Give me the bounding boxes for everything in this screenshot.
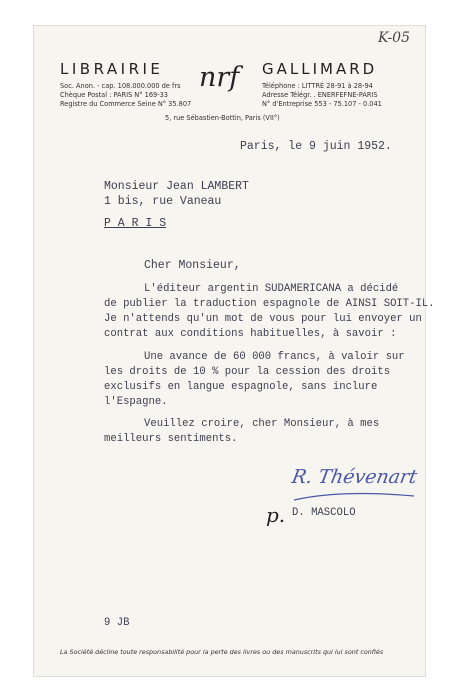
letterhead-info-right-3: N° d'Entreprise 553 - 75.107 - 0.041	[262, 100, 382, 108]
paragraph-2-line-1: Une avance de 60 000 francs, à valoir sur	[144, 351, 405, 363]
paragraph-2-line-4: l'Espagne.	[104, 396, 168, 408]
nrf-logo: nrf	[199, 62, 240, 93]
recipient-street: 1 bis, rue Vaneau	[104, 195, 222, 208]
salutation: Cher Monsieur,	[144, 259, 241, 272]
signature-flourish-icon	[290, 488, 420, 508]
paragraph-1-line-2: de publier la traduction espagnole de AINSI SOIT-IL.	[104, 298, 435, 310]
letter-reference: 9 JB	[104, 617, 130, 629]
closing-line-2: meilleurs sentiments.	[104, 433, 238, 445]
archive-reference: K-05	[378, 30, 410, 46]
footer-disclaimer: La Société décline toute responsabilité pour la perte des livres ou des manuscrits qui lui sont confiés	[60, 648, 384, 656]
letterhead-info-right-1: Téléphone : LITTRÉ 28-91 à 28-94	[262, 82, 373, 90]
paragraph-1-line-1: L'éditeur argentin SUDAMERICANA a décidé	[144, 283, 399, 295]
letterhead-info-left-2: Chèque Postal : PARIS N° 169-33	[60, 91, 168, 99]
letterhead-info-left-1: Soc. Anon. - cap. 108.000.000 de frs	[60, 82, 181, 90]
closing-line-1: Veuillez croire, cher Monsieur, à mes	[144, 418, 380, 430]
letterhead-info-right-2: Adresse Télégr. . ENERFEFNE-PARIS	[262, 91, 378, 99]
letterhead-address: 5, rue Sébastien-Bottin, Paris (VII°)	[165, 114, 280, 122]
per-procurationem: p.	[266, 503, 286, 527]
paragraph-1-line-3: Je n'attends qu'un mot de vous pour lui envoyer un	[104, 313, 422, 325]
recipient-name: Monsieur Jean LAMBERT	[104, 180, 249, 193]
publisher-name-left: LIBRAIRIE	[60, 60, 164, 78]
paragraph-2-line-2: les droits de 10 % pour la cession des droits	[104, 366, 391, 378]
publisher-name-right: GALLIMARD	[262, 60, 378, 78]
recipient-city: P A R I S	[104, 217, 167, 230]
letter-date: Paris, le 9 juin 1952.	[240, 140, 392, 153]
paragraph-2-line-3: exclusifs en langue espagnole, sans inclure	[104, 381, 378, 393]
handwritten-signature: R. Thévenart	[290, 466, 419, 488]
paragraph-1-line-4: contrat aux conditions habituelles, à savoir :	[104, 328, 397, 340]
letterhead-info-left-3: Registre du Commerce Seine N° 35.807	[60, 100, 192, 108]
signatory-name: D. MASCOLO	[292, 507, 356, 519]
